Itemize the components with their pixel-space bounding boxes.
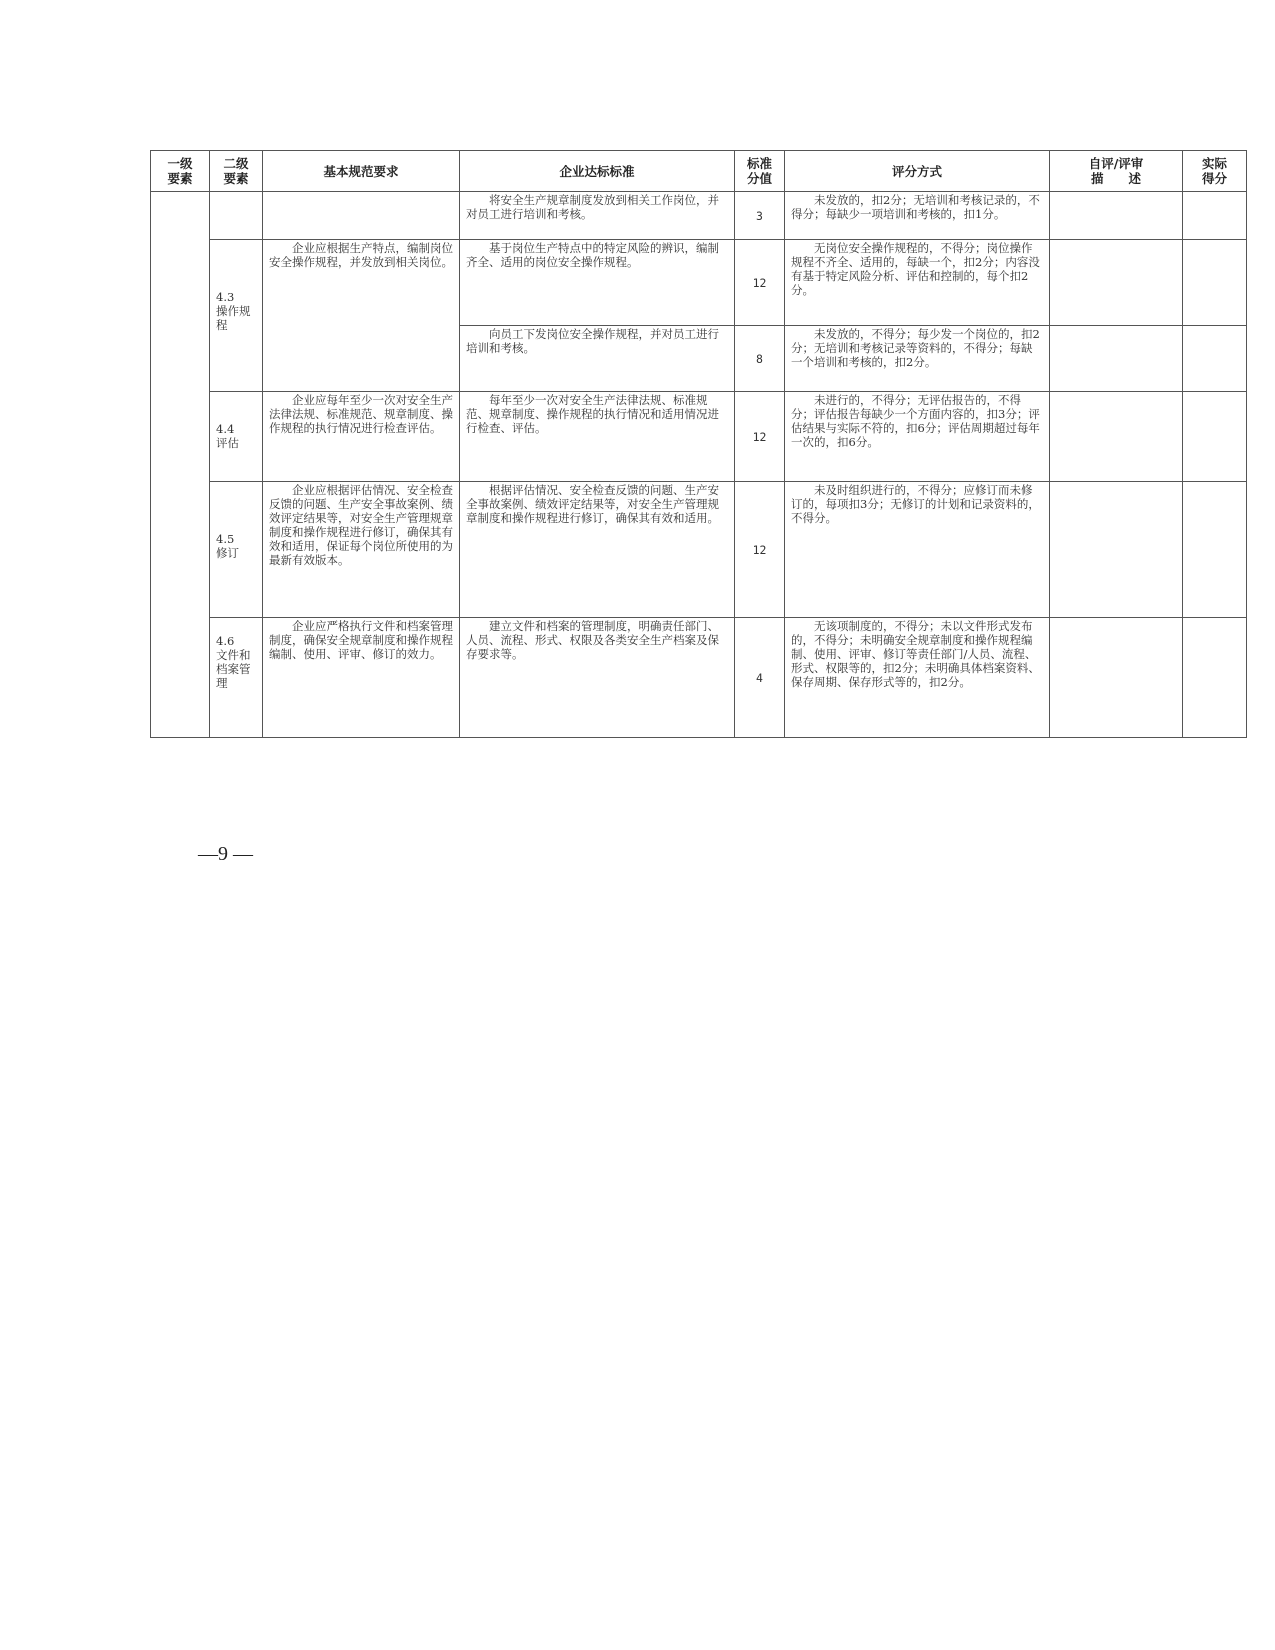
self-review-cell[interactable]	[1050, 392, 1183, 482]
actual-score-cell[interactable]	[1183, 482, 1247, 618]
method-cell: 未及时组织进行的，不得分；应修订而未修订的，每项扣3分；无修订的计划和记录资料的，不得分。	[785, 482, 1050, 618]
standard-cell: 基于岗位生产特点中的特定风险的辨识，编制齐全、适用的岗位安全操作规程。	[460, 240, 735, 326]
requirement-cell: 企业应每年至少一次对安全生产法律法规、标准规范、规章制度、操作规程的执行情况进行检查评估。	[263, 392, 460, 482]
standard-cell: 将安全生产规章制度发放到相关工作岗位，并对员工进行培训和考核。	[460, 192, 735, 240]
level1-cell	[151, 192, 210, 738]
level2-code: 4.5	[216, 532, 235, 546]
self-review-cell[interactable]	[1050, 618, 1183, 738]
header-actual-score: 实际 得分	[1183, 151, 1247, 192]
self-review-cell[interactable]	[1050, 240, 1183, 326]
actual-score-cell[interactable]	[1183, 326, 1247, 392]
level2-name: 评估	[216, 436, 239, 450]
self-review-cell[interactable]	[1050, 192, 1183, 240]
table-row	[151, 240, 1247, 326]
page-number: —9 —	[198, 843, 253, 865]
level2-code: 4.4	[216, 422, 235, 436]
method-cell: 无岗位安全操作规程的，不得分；岗位操作规程不齐全、适用的，每缺一个，扣2分；内容没有基于特定风险分析、评估和控制的，每个扣2分。	[785, 240, 1050, 326]
header-level1: 一级 要素	[151, 151, 210, 192]
score-cell: 12	[735, 392, 785, 482]
score-cell: 12	[735, 240, 785, 326]
requirement-cell: 企业应严格执行文件和档案管理制度，确保安全规章制度和操作规程编制、使用、评审、修订的效力。	[263, 618, 460, 738]
actual-score-cell[interactable]	[1183, 240, 1247, 326]
self-review-cell[interactable]	[1050, 326, 1183, 392]
level2-name: 文件和档案管理	[216, 648, 251, 690]
score-cell: 3	[735, 192, 785, 240]
level2-name: 修订	[216, 546, 239, 560]
level2-cell	[210, 240, 263, 392]
score-cell: 4	[735, 618, 785, 738]
header-enterprise-standard: 企业达标标准	[460, 151, 735, 192]
header-self-review: 自评/评审 描 述	[1050, 151, 1183, 192]
table-row	[151, 618, 1247, 738]
standard-cell: 每年至少一次对安全生产法律法规、标准规范、规章制度、操作规程的执行情况和适用情况进行检查、评估。	[460, 392, 735, 482]
level2-code: 4.6	[216, 634, 235, 648]
table-row	[151, 392, 1247, 482]
standard-cell: 建立文件和档案的管理制度，明确责任部门、人员、流程、形式、权限及各类安全生产档案及保存要求等。	[460, 618, 735, 738]
actual-score-cell[interactable]	[1183, 392, 1247, 482]
method-cell: 未发放的，不得分；每少发一个岗位的，扣2分；无培训和考核记录等资料的，不得分；每缺一个培训和考核的，扣2分。	[785, 326, 1050, 392]
level2-cell	[210, 392, 263, 482]
actual-score-cell[interactable]	[1183, 618, 1247, 738]
score-cell: 12	[735, 482, 785, 618]
method-cell: 未发放的，扣2分；无培训和考核记录的，不得分；每缺少一项培训和考核的，扣1分。	[785, 192, 1050, 240]
level2-name: 操作规程	[216, 304, 251, 332]
header-scoring-method: 评分方式	[785, 151, 1050, 192]
requirement-cell: 企业应根据生产特点，编制岗位安全操作规程，并发放到相关岗位。	[263, 240, 460, 392]
header-standard-score: 标准 分值	[735, 151, 785, 192]
method-cell: 未进行的，不得分；无评估报告的，不得分；评估报告每缺少一个方面内容的，扣3分；评估结果与实际不符的，扣6分；评估周期超过每年一次的，扣6分。	[785, 392, 1050, 482]
level2-cell	[210, 618, 263, 738]
header-level2: 二级 要素	[210, 151, 263, 192]
standard-cell: 向员工下发岗位安全操作规程，并对员工进行培训和考核。	[460, 326, 735, 392]
level2-code: 4.3	[216, 290, 235, 304]
requirement-cell	[263, 192, 460, 240]
table-row	[151, 192, 1247, 240]
self-review-cell[interactable]	[1050, 482, 1183, 618]
method-cell: 无该项制度的，不得分；未以文件形式发布的，不得分；未明确安全规章制度和操作规程编制、使用、评审、修订等责任部门/人员、流程、形式、权限等的，扣2分；未明确具体档案资料、保存周期、保存形式等的，扣2分。	[785, 618, 1050, 738]
level2-cell	[210, 192, 263, 240]
header-row	[151, 151, 1247, 192]
level2-cell	[210, 482, 263, 618]
standard-cell: 根据评估情况、安全检查反馈的问题、生产安全事故案例、绩效评定结果等，对安全生产管理规章制度和操作规程进行修订，确保其有效和适用。	[460, 482, 735, 618]
actual-score-cell[interactable]	[1183, 192, 1247, 240]
scoring-table	[150, 150, 1247, 738]
requirement-cell: 企业应根据评估情况、安全检查反馈的问题、生产安全事故案例、绩效评定结果等，对安全生产管理规章制度和操作规程进行修订，确保其有效和适用，保证每个岗位所使用的为最新有效版本。	[263, 482, 460, 618]
table-row	[151, 482, 1247, 618]
header-basic-requirement: 基本规范要求	[263, 151, 460, 192]
score-cell: 8	[735, 326, 785, 392]
